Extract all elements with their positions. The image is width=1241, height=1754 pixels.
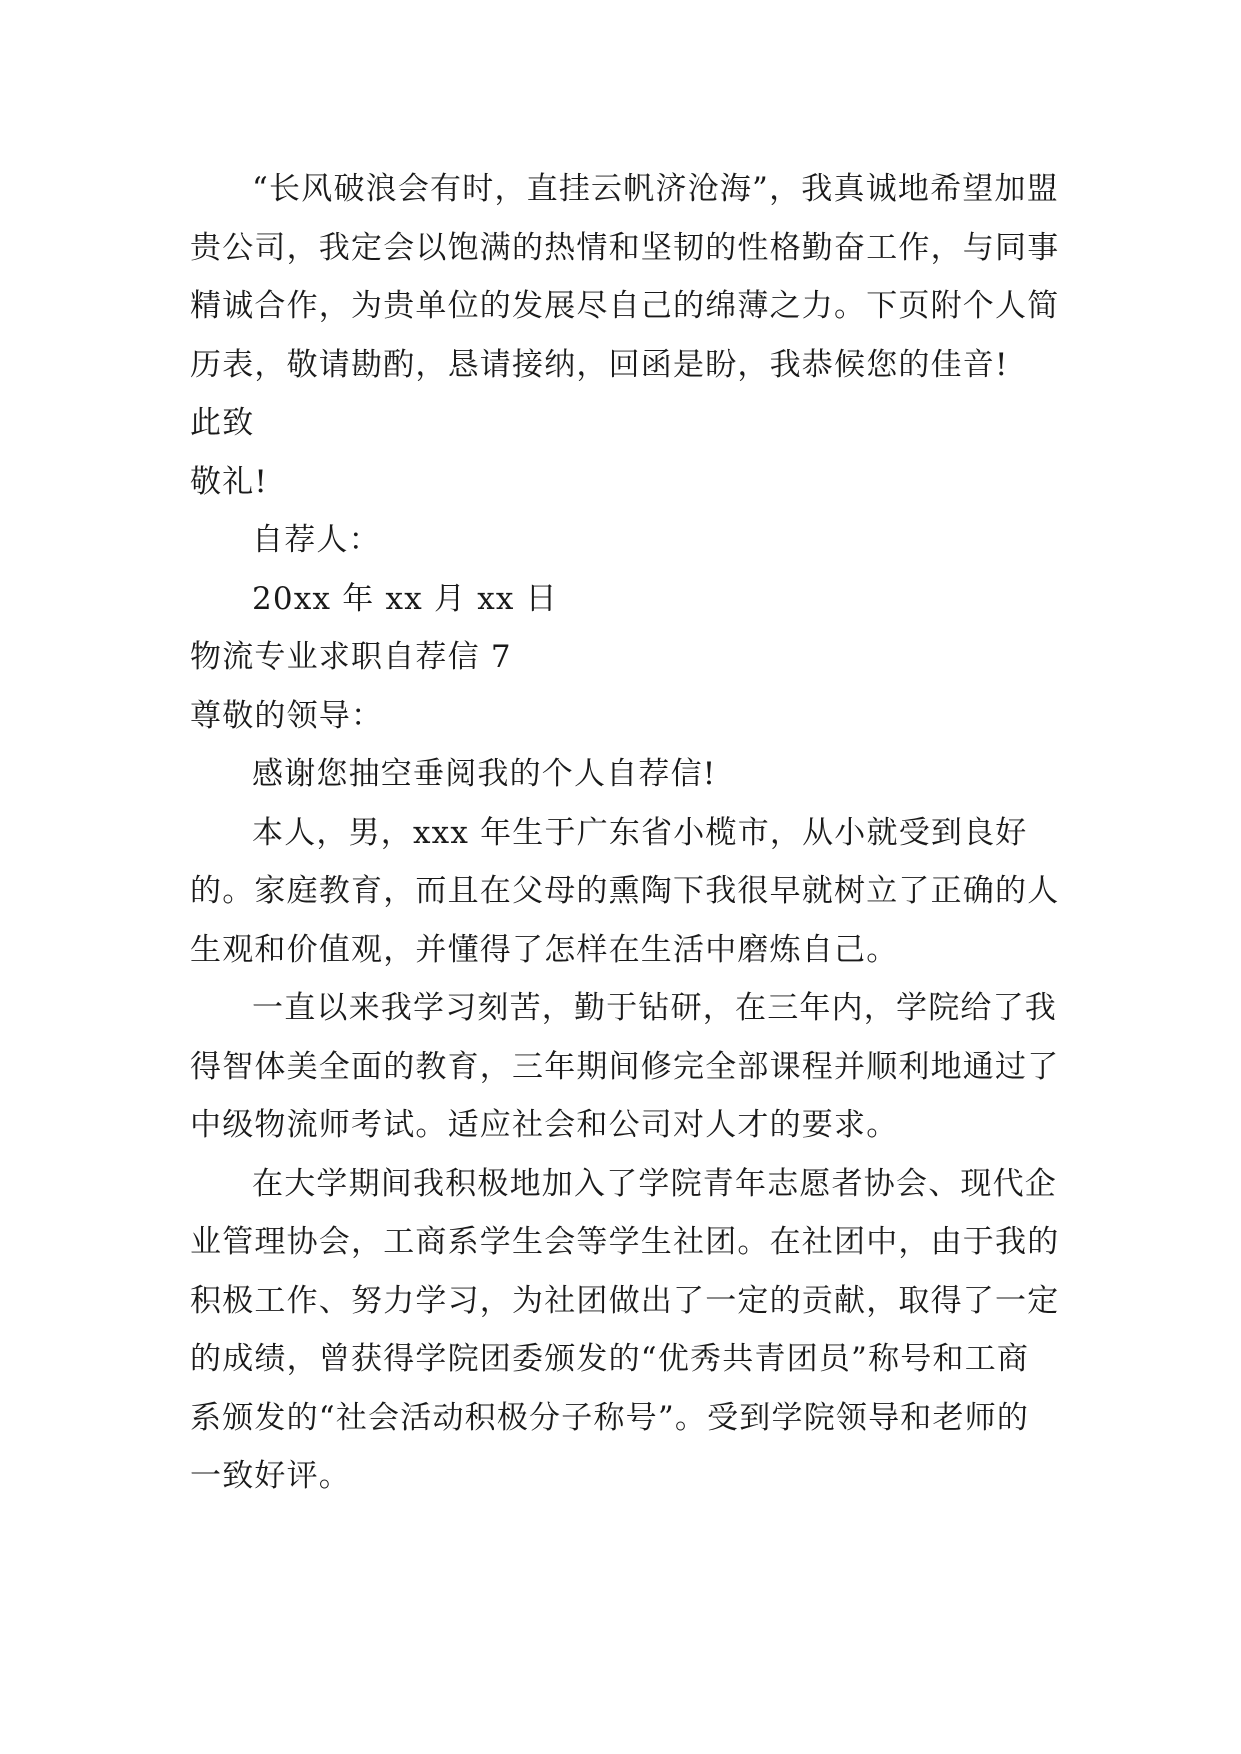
body-paragraph-2: 一直以来我学习刻苦，勤于钻研，在三年内，学院给了我得智体美全面的教育，三年期间修完全部课程并顺利地通过了中级物流师考试。适应社会和公司对人才的要求。: [190, 990, 1060, 1143]
letter-body: [190, 160, 1060, 1506]
section-title: 物流专业求职自荐信 7: [190, 639, 512, 675]
date-line: 20xx 年 xx 月 xx 日: [252, 580, 558, 617]
body-paragraph-1: 本人，男，xxx 年生于广东省小榄市，从小就受到良好的。家庭教育，而且在父母的熏陶下我很早就树立了正确的人生观和价值观，并懂得了怎样在生活中磨炼自己。: [190, 814, 1060, 968]
salutation-line-1: 此致: [190, 405, 255, 441]
closing-paragraph: “长风破浪会有时，直挂云帆济沧海”，我真诚地希望加盟贵公司，我定会以饱满的热情和坚韧的性格勤奋工作，与同事精诚合作，为贵单位的发展尽自己的绵薄之力。下页附个人简历表，敬请勘酌，恳请接纳，回函是盼，我恭候您的佳音!: [190, 171, 1060, 383]
body-paragraph-3: 在大学期间我积极地加入了学院青年志愿者协会、现代企业管理协会，工商系学生会等学生社团。在社团中，由于我的积极工作、努力学习，为社团做出了一定的贡献，取得了一定的成绩，曾获得学院团委颁发的“优秀共青团员”称号和工商系颁发的“社会活动积极分子称号”。受到学院领导和老师的一致好评。: [190, 1165, 1060, 1494]
thanks-paragraph: 感谢您抽空垂阅我的个人自荐信!: [252, 756, 717, 792]
salutation-line-2: 敬礼!: [190, 463, 269, 500]
greeting-line: 尊敬的领导：: [190, 697, 384, 734]
signature-line: 自荐人：: [252, 522, 381, 558]
